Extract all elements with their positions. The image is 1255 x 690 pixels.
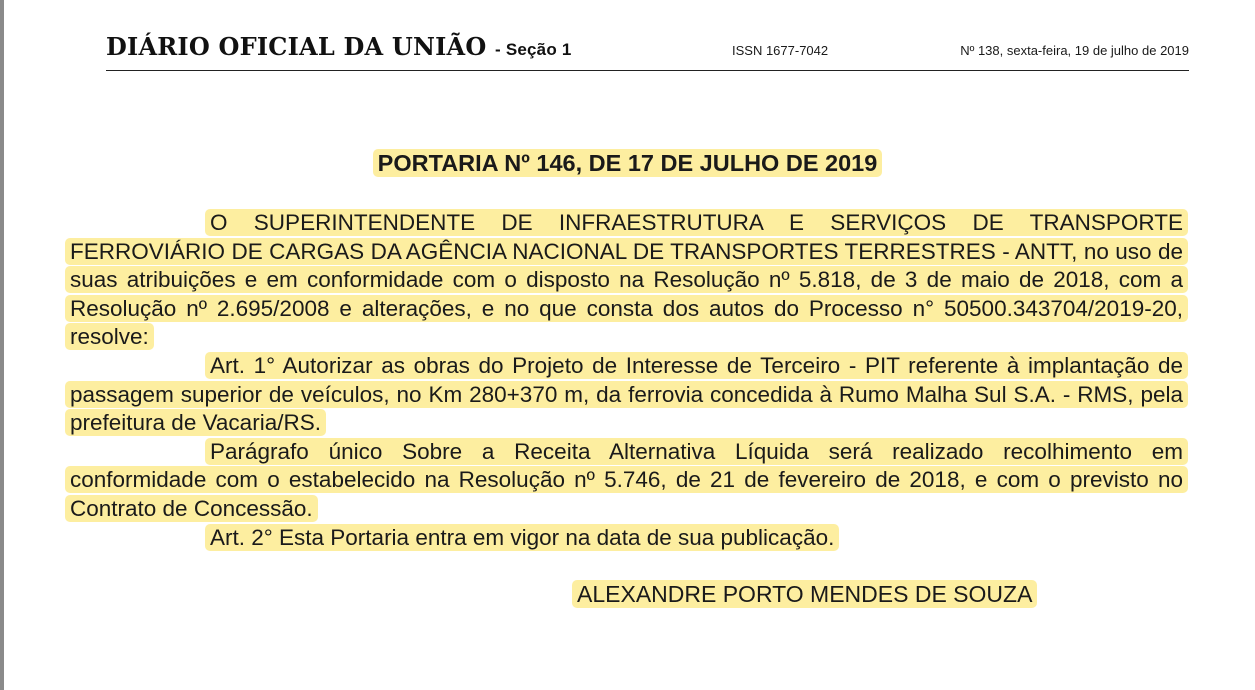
masthead xyxy=(106,30,1189,71)
document-title: PORTARIA Nº 146, DE 17 DE JULHO DE 2019 xyxy=(373,149,883,177)
document-body xyxy=(65,209,1188,552)
preamble-paragraph xyxy=(65,209,1188,352)
signatory-name: ALEXANDRE PORTO MENDES DE SOUZA xyxy=(572,580,1037,608)
document-title-block xyxy=(0,150,1255,177)
preamble: O SUPERINTENDENTE DE INFRAESTRUTURA E SERVIÇOS DE TRANSPORTE FERROVIÁRIO DE CARGAS DA AGÊNCIA NACIONAL DE TRANSPORTES TERRESTRES - ANTT, no uso de suas atribuições e em conformidade com o disposto na Resolução nº 5.818, de 3 de maio de 2018, com a Resolução nº 2.695/2008 e alterações, e no que consta dos autos do Processo n° 50500.343704/2019-20, resolve: xyxy=(65,209,1188,350)
sole-paragraph: Parágrafo único Sobre a Receita Alternativa Líquida será realizado recolhimento em conformidade com o estabelecido na Resolução nº 5.746, de 21 de fevereiro de 2018, e com o previsto no Contrato de Concessão. xyxy=(65,438,1188,522)
article-2-paragraph xyxy=(65,524,1188,553)
newspaper-name: DIÁRIO OFICIAL DA UNIÃO xyxy=(106,32,487,61)
article-2: Art. 2° Esta Portaria entra em vigor na data de sua publicação. xyxy=(205,524,839,551)
sole-paragraph-block xyxy=(65,438,1188,524)
issue-date: Nº 138, sexta-feira, 19 de julho de 2019 xyxy=(960,43,1189,58)
signature-block xyxy=(572,581,1037,608)
left-border xyxy=(0,0,4,690)
issn: ISSN 1677-7042 xyxy=(732,43,829,58)
newspaper-title xyxy=(106,32,571,61)
section-label: - Seção 1 xyxy=(495,40,572,59)
article-1: Art. 1° Autorizar as obras do Projeto de Interesse de Terceiro - PIT referente à implantação de passagem superior de veículos, no Km 280+370 m, da ferrovia concedida à Rumo Malha Sul S.A. - RMS, pela prefeitura de Vacaria/RS. xyxy=(65,352,1188,436)
article-1-paragraph xyxy=(65,352,1188,438)
